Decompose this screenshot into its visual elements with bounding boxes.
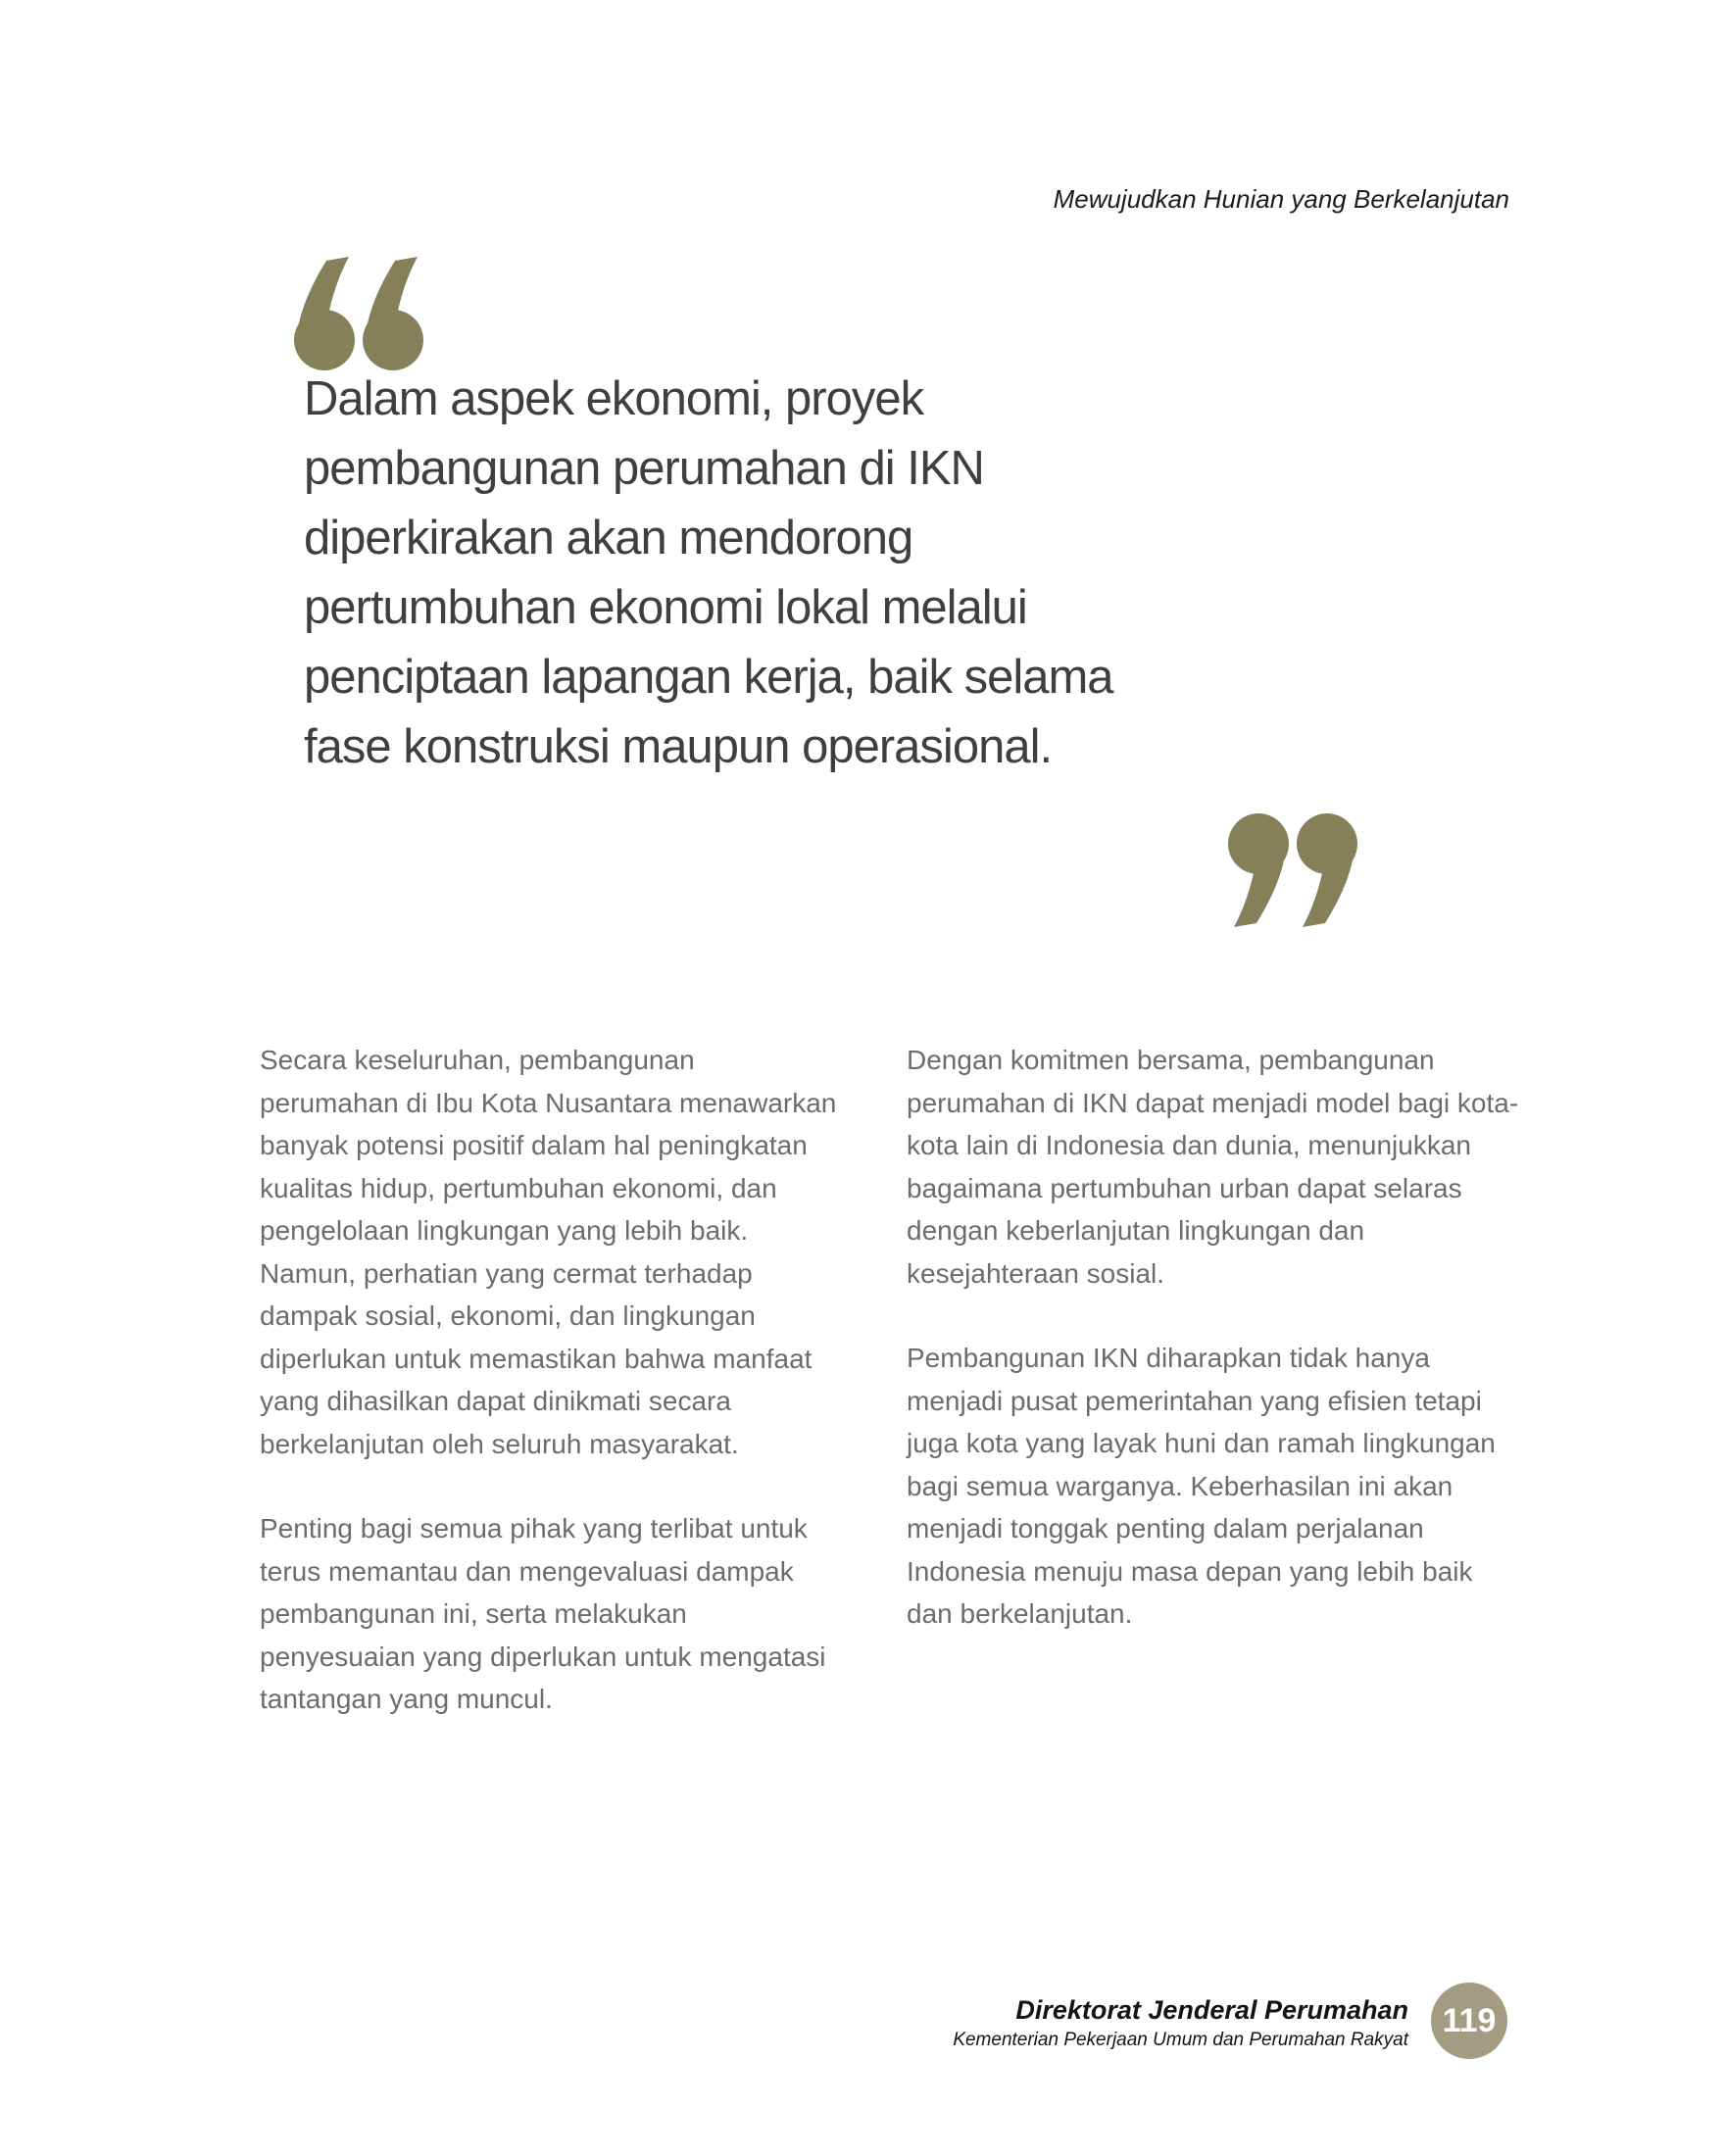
body-column-left xyxy=(260,1039,838,1721)
running-header-title: Mewujudkan Hunian yang Berkelanjutan xyxy=(1053,184,1509,214)
body-paragraph: Penting bagi semua pihak yang terlibat untuk terus memantau dan mengevaluasi dampak pembangunan ini, serta melakukan penyesuaian yang diperlukan untuk mengatasi tantangan yang muncul. xyxy=(260,1513,826,1714)
pull-quote xyxy=(304,365,1245,782)
pull-quote-line: pembangunan perumahan di IKN xyxy=(304,442,984,495)
body-columns xyxy=(260,1039,1519,1721)
footer-directorate-title: Direktorat Jenderal Perumahan xyxy=(1015,1995,1408,2025)
body-paragraph: Dengan komitmen bersama, pembangunan perumahan di IKN dapat menjadi model bagi kota-kota lain di Indonesia dan dunia, menunjukkan bagaimana pertumbuhan urban dapat selaras dengan keberlanjutan lingkungan dan kesejahteraan sosial. xyxy=(907,1045,1519,1289)
opening-quote-icon xyxy=(292,257,423,370)
page-number-badge xyxy=(1431,1983,1507,2059)
pull-quote-line: Dalam aspek ekonomi, proyek xyxy=(304,372,924,425)
body-paragraph: Pembangunan IKN diharapkan tidak hanya menjadi pusat pemerintahan yang efisien tetapi juga kota yang layak huni dan ramah lingkungan bagi semua warganya. Keberhasilan ini akan menjadi tonggak penting dalam perjalanan Indonesia menuju masa depan yang lebih baik dan berkelanjutan. xyxy=(907,1343,1496,1629)
body-paragraph: Secara keseluruhan, pembangunan perumahan di Ibu Kota Nusantara menawarkan banyak potensi positif dalam hal peningkatan kualitas hidup, pertumbuhan ekonomi, dan pengelolaan lingkungan yang lebih baik. Namun, perhatian yang cermat terhadap dampak sosial, ekonomi, dan lingkungan diperlukan untuk memastikan bahwa manfaat yang dihasilkan dapat dinikmati secara berkelanjutan oleh seluruh masyarakat. xyxy=(260,1045,837,1459)
body-column-right xyxy=(907,1039,1519,1721)
pull-quote-line: fase konstruksi maupun operasional. xyxy=(304,720,1053,773)
page-footer xyxy=(953,1995,1408,2051)
pull-quote-line: pertumbuhan ekonomi lokal melalui xyxy=(304,581,1027,634)
pull-quote-line: penciptaan lapangan kerja, baik selama xyxy=(304,651,1113,704)
closing-quote-icon xyxy=(1228,813,1359,927)
page-number: 119 xyxy=(1442,2001,1497,2039)
pull-quote-line: diperkirakan akan mendorong xyxy=(304,512,913,564)
footer-ministry-subtitle: Kementerian Pekerjaan Umum dan Perumahan Rakyat xyxy=(953,2030,1408,2050)
